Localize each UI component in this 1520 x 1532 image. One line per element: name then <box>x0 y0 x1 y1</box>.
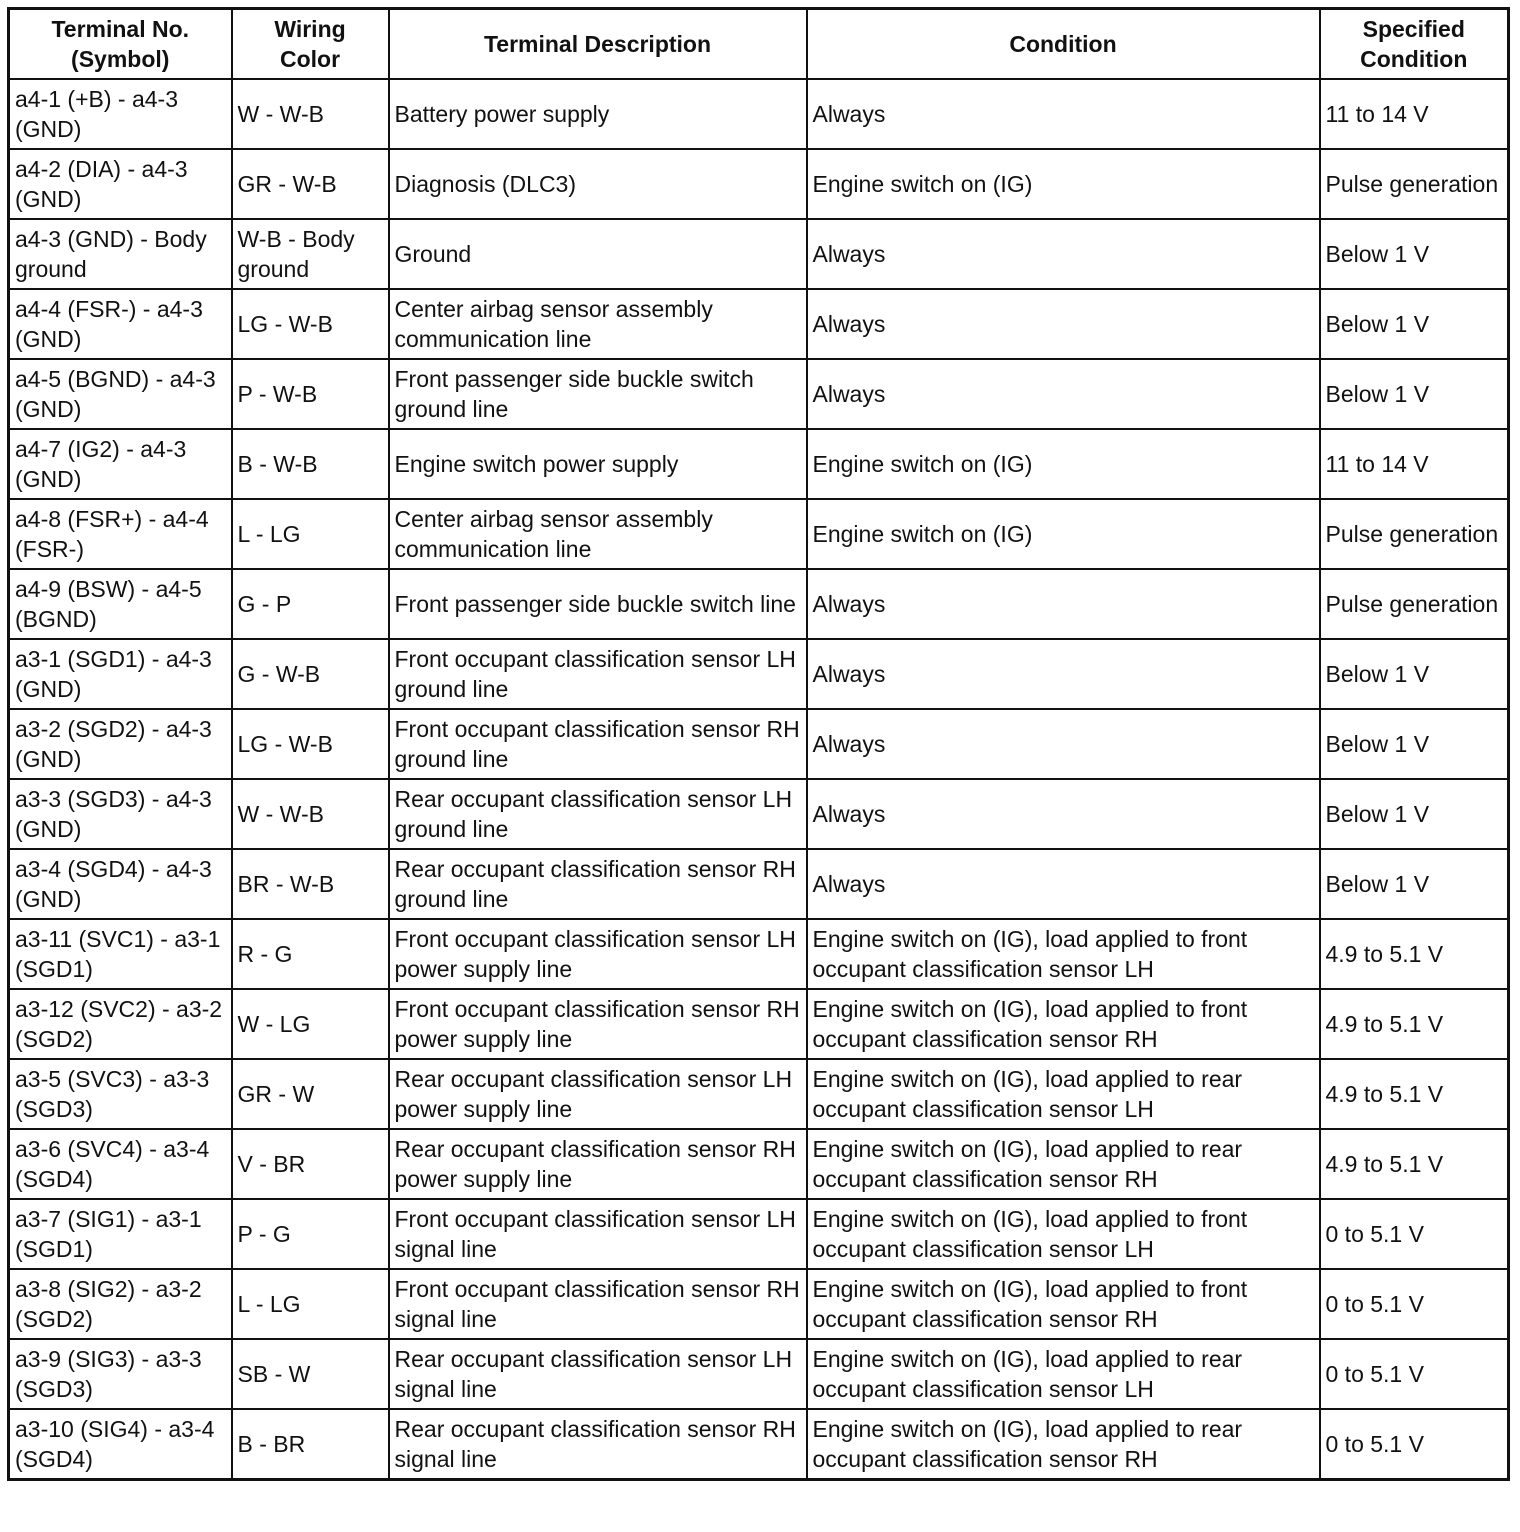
table-row <box>9 359 1509 429</box>
cell-specified: 0 to 5.1 V <box>1320 1199 1509 1269</box>
cell-condition: Engine switch on (IG) <box>807 499 1320 569</box>
cell-terminal: a4-1 (+B) - a4-3 (GND) <box>9 79 232 149</box>
table-row <box>9 919 1509 989</box>
table-row <box>9 1199 1509 1269</box>
table-row <box>9 1339 1509 1409</box>
cell-terminal: a3-1 (SGD1) - a4-3 (GND) <box>9 639 232 709</box>
cell-terminal: a3-12 (SVC2) - a3-2 (SGD2) <box>9 989 232 1059</box>
cell-specified: 4.9 to 5.1 V <box>1320 1129 1509 1199</box>
cell-description: Front occupant classification sensor RH ground line <box>389 709 807 779</box>
cell-condition: Always <box>807 779 1320 849</box>
cell-description: Rear occupant classification sensor LH ground line <box>389 779 807 849</box>
cell-terminal: a3-8 (SIG2) - a3-2 (SGD2) <box>9 1269 232 1339</box>
table-row <box>9 1059 1509 1129</box>
cell-description: Front passenger side buckle switch ground line <box>389 359 807 429</box>
cell-specified: Below 1 V <box>1320 359 1509 429</box>
table-row <box>9 569 1509 639</box>
cell-terminal: a3-5 (SVC3) - a3-3 (SGD3) <box>9 1059 232 1129</box>
cell-condition: Engine switch on (IG) <box>807 149 1320 219</box>
table-header <box>9 9 1509 80</box>
cell-wiring-color: W - W-B <box>232 79 389 149</box>
cell-condition: Engine switch on (IG), load applied to front occupant classification sensor LH <box>807 1199 1320 1269</box>
cell-terminal: a3-6 (SVC4) - a3-4 (SGD4) <box>9 1129 232 1199</box>
cell-terminal: a3-2 (SGD2) - a4-3 (GND) <box>9 709 232 779</box>
cell-condition: Engine switch on (IG), load applied to rear occupant classification sensor RH <box>807 1129 1320 1199</box>
header-terminal-no: Terminal No. (Symbol) <box>9 9 232 80</box>
cell-wiring-color: GR - W <box>232 1059 389 1129</box>
cell-wiring-color: W - W-B <box>232 779 389 849</box>
cell-condition: Always <box>807 289 1320 359</box>
cell-specified: 0 to 5.1 V <box>1320 1409 1509 1480</box>
cell-terminal: a3-3 (SGD3) - a4-3 (GND) <box>9 779 232 849</box>
cell-wiring-color: GR - W-B <box>232 149 389 219</box>
cell-terminal: a4-4 (FSR-) - a4-3 (GND) <box>9 289 232 359</box>
cell-wiring-color: V - BR <box>232 1129 389 1199</box>
cell-terminal: a3-10 (SIG4) - a3-4 (SGD4) <box>9 1409 232 1480</box>
table-row <box>9 1409 1509 1480</box>
cell-specified: 4.9 to 5.1 V <box>1320 989 1509 1059</box>
cell-terminal: a3-9 (SIG3) - a3-3 (SGD3) <box>9 1339 232 1409</box>
terminal-spec-table <box>7 7 1510 1481</box>
header-terminal-description: Terminal Description <box>389 9 807 80</box>
header-row <box>9 9 1509 80</box>
cell-specified: Below 1 V <box>1320 639 1509 709</box>
cell-specified: 0 to 5.1 V <box>1320 1339 1509 1409</box>
header-condition: Condition <box>807 9 1320 80</box>
cell-condition: Engine switch on (IG) <box>807 429 1320 499</box>
cell-condition: Always <box>807 639 1320 709</box>
cell-condition: Engine switch on (IG), load applied to front occupant classification sensor RH <box>807 1269 1320 1339</box>
cell-terminal: a3-7 (SIG1) - a3-1 (SGD1) <box>9 1199 232 1269</box>
cell-specified: Below 1 V <box>1320 779 1509 849</box>
cell-wiring-color: LG - W-B <box>232 289 389 359</box>
table-body <box>9 79 1509 1480</box>
cell-description: Front occupant classification sensor RH power supply line <box>389 989 807 1059</box>
cell-terminal: a4-3 (GND) - Body ground <box>9 219 232 289</box>
cell-terminal: a3-11 (SVC1) - a3-1 (SGD1) <box>9 919 232 989</box>
table-row <box>9 219 1509 289</box>
table-row <box>9 989 1509 1059</box>
cell-specified: Pulse generation <box>1320 499 1509 569</box>
cell-wiring-color: W - LG <box>232 989 389 1059</box>
cell-condition: Always <box>807 79 1320 149</box>
cell-wiring-color: P - G <box>232 1199 389 1269</box>
cell-description: Rear occupant classification sensor RH signal line <box>389 1409 807 1480</box>
cell-condition: Engine switch on (IG), load applied to rear occupant classification sensor LH <box>807 1339 1320 1409</box>
table-row <box>9 639 1509 709</box>
cell-terminal: a4-8 (FSR+) - a4-4 (FSR-) <box>9 499 232 569</box>
cell-specified: Below 1 V <box>1320 289 1509 359</box>
cell-description: Center airbag sensor assembly communication line <box>389 499 807 569</box>
table-row <box>9 1129 1509 1199</box>
cell-wiring-color: L - LG <box>232 499 389 569</box>
cell-terminal: a4-9 (BSW) - a4-5 (BGND) <box>9 569 232 639</box>
cell-terminal: a4-2 (DIA) - a4-3 (GND) <box>9 149 232 219</box>
cell-condition: Engine switch on (IG), load applied to front occupant classification sensor RH <box>807 989 1320 1059</box>
cell-wiring-color: SB - W <box>232 1339 389 1409</box>
cell-specified: 11 to 14 V <box>1320 79 1509 149</box>
cell-description: Engine switch power supply <box>389 429 807 499</box>
cell-condition: Engine switch on (IG), load applied to front occupant classification sensor LH <box>807 919 1320 989</box>
table-row <box>9 289 1509 359</box>
cell-specified: 4.9 to 5.1 V <box>1320 1059 1509 1129</box>
cell-description: Rear occupant classification sensor RH ground line <box>389 849 807 919</box>
cell-terminal: a4-5 (BGND) - a4-3 (GND) <box>9 359 232 429</box>
cell-wiring-color: LG - W-B <box>232 709 389 779</box>
cell-specified: 0 to 5.1 V <box>1320 1269 1509 1339</box>
cell-description: Center airbag sensor assembly communication line <box>389 289 807 359</box>
cell-wiring-color: W-B - Body ground <box>232 219 389 289</box>
cell-condition: Always <box>807 219 1320 289</box>
cell-description: Rear occupant classification sensor LH signal line <box>389 1339 807 1409</box>
cell-wiring-color: B - W-B <box>232 429 389 499</box>
cell-terminal: a4-7 (IG2) - a4-3 (GND) <box>9 429 232 499</box>
cell-description: Front occupant classification sensor LH power supply line <box>389 919 807 989</box>
cell-description: Diagnosis (DLC3) <box>389 149 807 219</box>
cell-description: Front occupant classification sensor LH ground line <box>389 639 807 709</box>
cell-wiring-color: G - P <box>232 569 389 639</box>
cell-description: Rear occupant classification sensor RH power supply line <box>389 1129 807 1199</box>
table-row <box>9 1269 1509 1339</box>
cell-description: Front occupant classification sensor RH signal line <box>389 1269 807 1339</box>
cell-description: Front occupant classification sensor LH signal line <box>389 1199 807 1269</box>
table-row <box>9 149 1509 219</box>
cell-specified: 11 to 14 V <box>1320 429 1509 499</box>
cell-specified: Pulse generation <box>1320 149 1509 219</box>
table-row <box>9 779 1509 849</box>
cell-wiring-color: R - G <box>232 919 389 989</box>
cell-specified: Below 1 V <box>1320 709 1509 779</box>
cell-wiring-color: BR - W-B <box>232 849 389 919</box>
cell-wiring-color: L - LG <box>232 1269 389 1339</box>
cell-condition: Engine switch on (IG), load applied to rear occupant classification sensor RH <box>807 1409 1320 1480</box>
cell-description: Ground <box>389 219 807 289</box>
header-wiring-color: Wiring Color <box>232 9 389 80</box>
cell-wiring-color: P - W-B <box>232 359 389 429</box>
cell-description: Battery power supply <box>389 79 807 149</box>
cell-condition: Always <box>807 849 1320 919</box>
cell-description: Rear occupant classification sensor LH power supply line <box>389 1059 807 1129</box>
cell-specified: Pulse generation <box>1320 569 1509 639</box>
table-row <box>9 709 1509 779</box>
header-specified-condition: Specified Condition <box>1320 9 1509 80</box>
cell-condition: Always <box>807 709 1320 779</box>
cell-specified: 4.9 to 5.1 V <box>1320 919 1509 989</box>
cell-terminal: a3-4 (SGD4) - a4-3 (GND) <box>9 849 232 919</box>
cell-description: Front passenger side buckle switch line <box>389 569 807 639</box>
table-row <box>9 499 1509 569</box>
cell-wiring-color: G - W-B <box>232 639 389 709</box>
table-row <box>9 429 1509 499</box>
cell-specified: Below 1 V <box>1320 849 1509 919</box>
cell-condition: Engine switch on (IG), load applied to rear occupant classification sensor LH <box>807 1059 1320 1129</box>
table-row <box>9 849 1509 919</box>
table-row <box>9 79 1509 149</box>
cell-wiring-color: B - BR <box>232 1409 389 1480</box>
cell-condition: Always <box>807 359 1320 429</box>
cell-condition: Always <box>807 569 1320 639</box>
cell-specified: Below 1 V <box>1320 219 1509 289</box>
